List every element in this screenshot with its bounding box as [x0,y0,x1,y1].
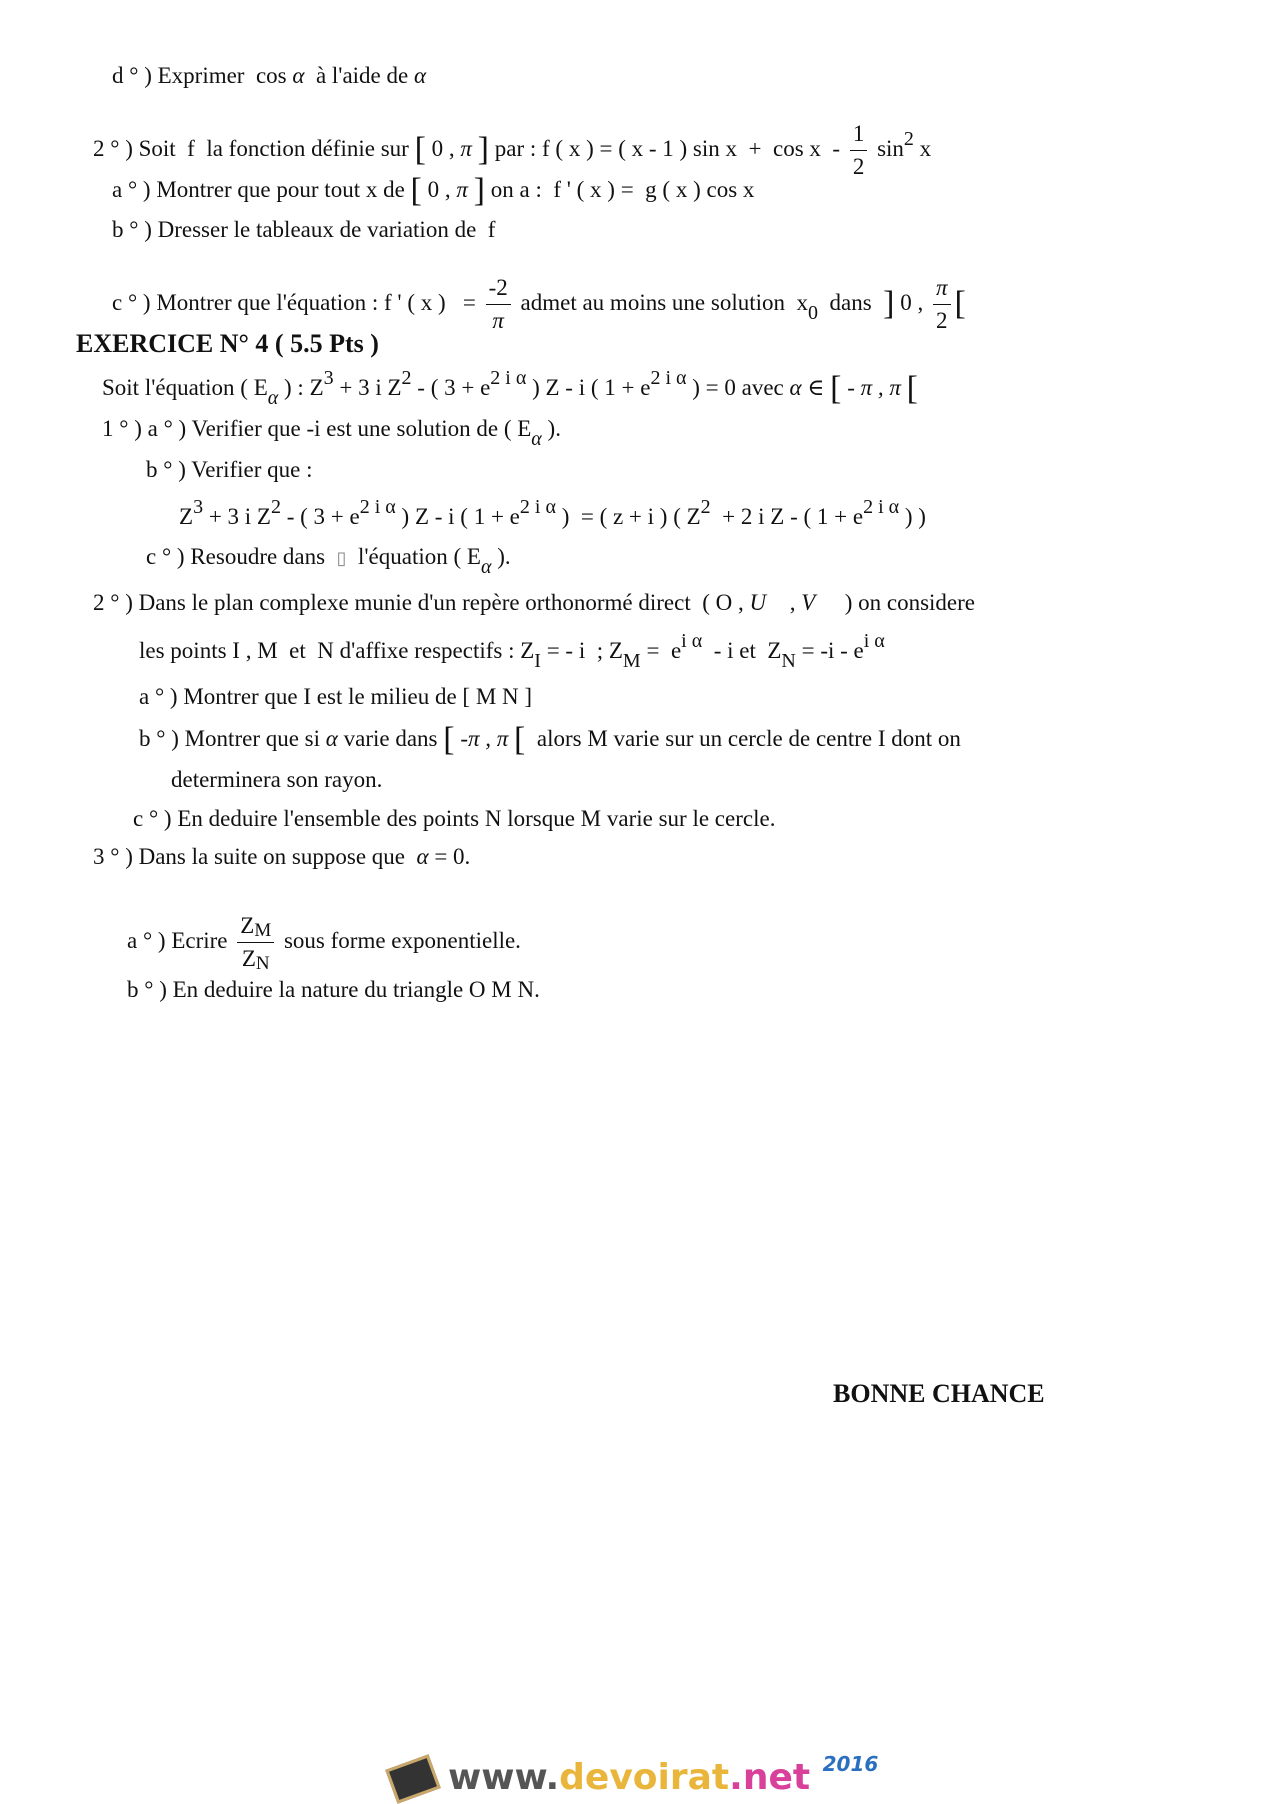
exercise-heading: EXERCICE N° 4 ( 5.5 Pts ) [76,329,379,358]
question-2c: c ° ) Montrer que l'équation : f ' ( x ) = $\frac{-2}{\pi}$ admet au moins une solution $x_0$ dans ] 0 , $\frac{\pi}{2}$ [ [112,272,966,337]
question-3: 3 ° ) Dans la suite on suppose que α = 0. [93,844,471,869]
fraction-zm-over-zn: $\frac{Z_M}{Z_N}$ [237,910,274,975]
question-3a: a ° ) Ecrire $\frac{Z_M}{Z_N}$ sous forme exponentielle. [127,910,521,975]
question-2b-ex4: b ° ) Montrer que si α varie dans [ -π , π [ alors M varie sur un cercle de centre I dont on [139,721,961,758]
points-affixes: les points I , M et N d'affixe respectifs : $Z_I$ = - i ; $Z_M = e^{i \alpha} - i$ et $Z_N = -i - e^{i \alpha}$ [139,630,885,672]
question-2b: b ° ) Dresser le tableaux de variation de f [112,217,496,242]
fraction-minus-two-over-pi: $\frac{-2}{\pi}$ [486,272,511,337]
closing-text: BONNE CHANCE [833,1379,1045,1408]
question-1d: d ° ) Exprimer cos α à l'aide de α [112,63,427,88]
fraction-pi-over-two: $\frac{\pi}{2}$ [933,272,951,337]
question-2b-continued: determinera son rayon. [171,767,383,792]
missing-glyph-box: ▯ [336,548,347,568]
fraction-one-half: $\frac{1}{2}$ [850,118,868,183]
question-1b: b ° ) Verifier que : [146,457,313,482]
question-2-intro: 2 ° ) Dans le plan complexe munie d'un repère orthonormé direct ( O , U⃗ , V⃗ ) on considere [93,590,975,615]
question-1c: c ° ) Resoudre dans ▯ l'équation ( $E_\alpha$ ). [146,544,511,578]
website-logo: www.devoirat.net $^{2016}$ [390,1752,878,1798]
question-1a: 1 ° ) a ° ) Verifier que -i est une solution de ( $E_\alpha$ ). [102,416,561,450]
question-3b: b ° ) En deduire la nature du triangle O M N. [127,977,540,1002]
chalkboard-icon [385,1754,441,1804]
equation-statement: Soit l'équation ( $E_\alpha$ ) : $Z^3 + 3$ i $Z^2$ - ( $3 + e^{2 i \alpha}$ ) Z - i ( $1 + e^{2 i \alpha}$ ) = 0 avec α ∈ [ - π , π [ [102,367,918,409]
question-2c-ex4: c ° ) En deduire l'ensemble des points N lorsque M varie sur le cercle. [133,806,776,831]
factorization-identity: $Z^3 + 3$ i $Z^2$ - ( $3 + e^{2 i \alpha}$ ) Z - i ( $1 + e^{2 i \alpha}$ ) = ( z + i ) ( $Z^2 + 2$ i Z - ( $1 + e^{2 i \alpha}$ ) ) [179,496,926,529]
question-2a-ex4: a ° ) Montrer que I est le milieu de [ M N ] [139,684,533,709]
question-2a: a ° ) Montrer que pour tout x de [ 0 , π ] on a : f ' ( x ) = g ( x ) cos x [112,172,755,209]
question-2: 2 ° ) Soit f la fonction définie sur [ 0 , π ] par : f ( x ) = ( x - 1 ) sin x + cos x - $\frac{1}{2}$ $\sin^2 x$ [93,118,931,183]
